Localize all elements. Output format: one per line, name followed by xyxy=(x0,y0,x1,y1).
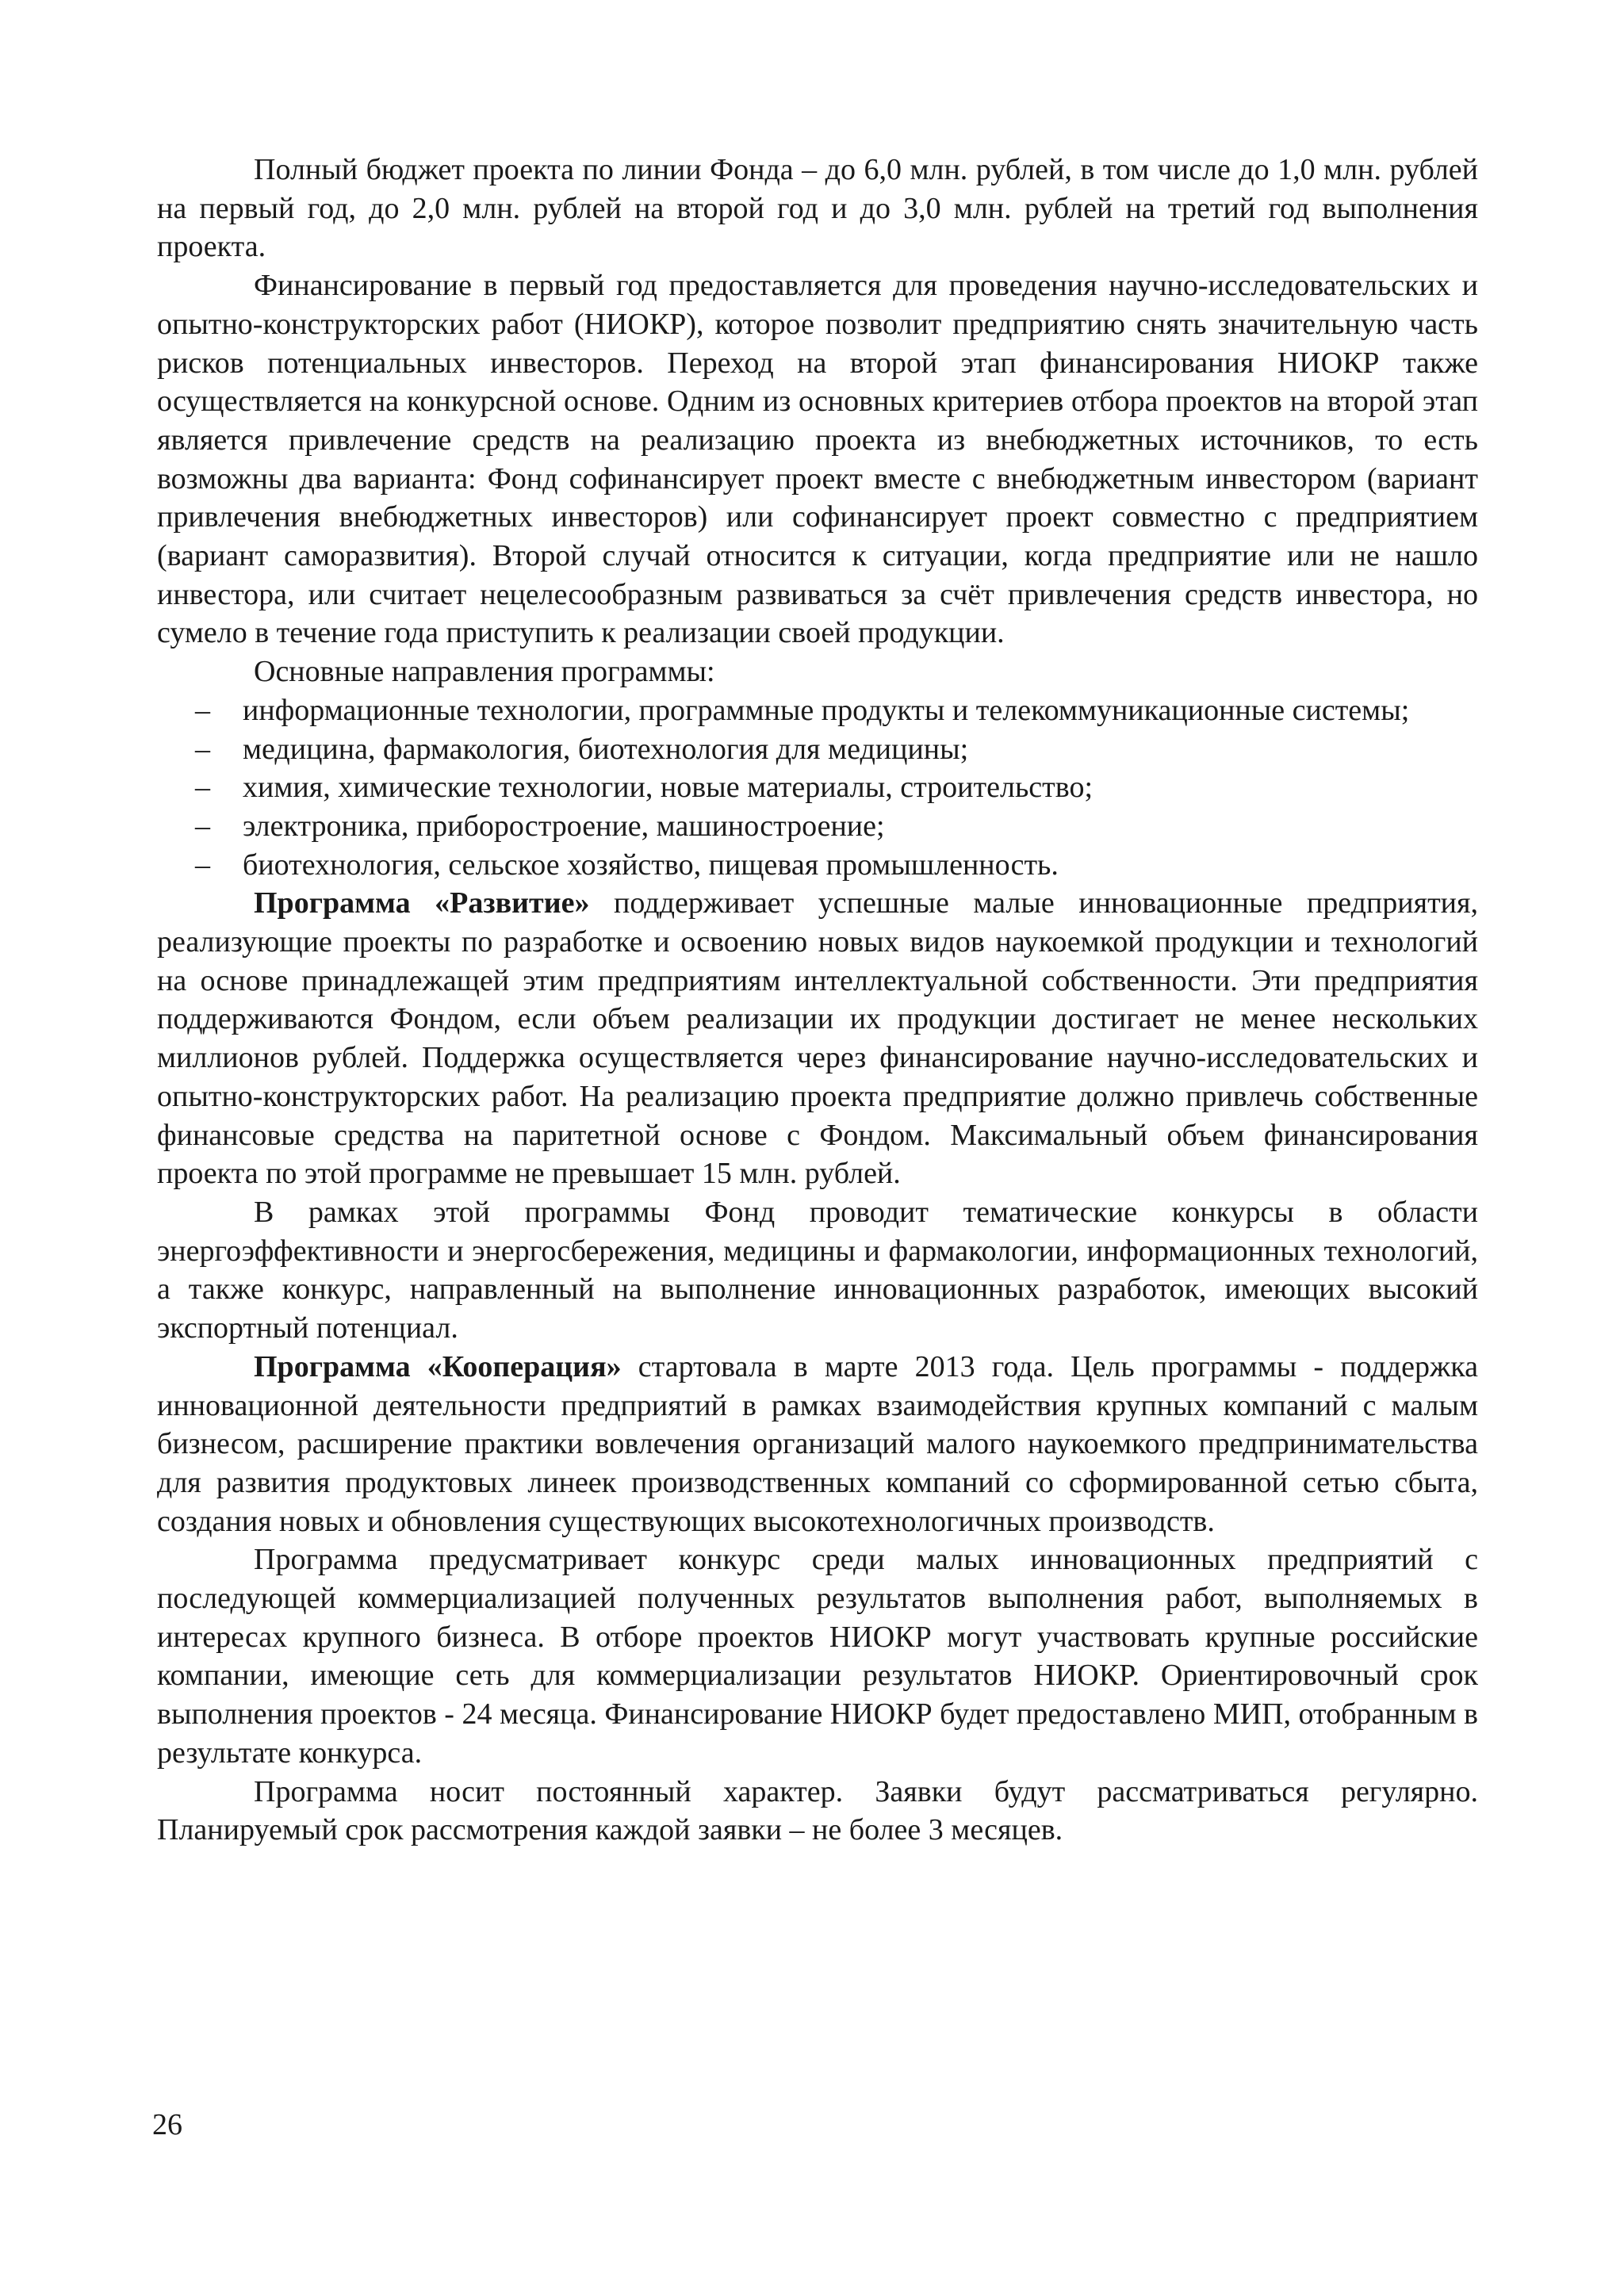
kooperaciya-title: Программа «Кооперация» xyxy=(254,1349,622,1383)
dash-bullet: – xyxy=(195,732,210,766)
dash-bullet: – xyxy=(195,809,210,843)
list-item xyxy=(157,768,1478,807)
kooperaciya-text: стартовала в марте 2013 года. Цель программы - поддержка инновационной деятельности предприятий в рамках взаимодействия крупных компаний с малым бизнесом, расширение практики вовлечения организаций малого наукоемкого предпринимательства для развития продуктовых линеек производственных компаний со сформированной сетью сбыта, создания новых и обновления существующих высокотехнологичных производств. xyxy=(157,1349,1478,1538)
razvitie-text: поддерживает успешные малые инновационные предприятия, реализующие проекты по разработке и освоению новых видов наукоемкой продукции и технологий на основе принадлежащей этим предприятиям интеллектуальной собственности. Эти предприятия поддерживаются Фондом, если объем реализации их продукции достигает не менее нескольких миллионов рублей. Поддержка осуществляется через финансирование научно-исследовательских и опытно-конструкторских работ. На реализацию проекта предприятие должно привлечь собственные финансовые средства на паритетной основе с Фондом. Максимальный объем финансирования проекта по этой программе не превышает 15 млн. рублей. xyxy=(157,886,1478,1191)
page-content xyxy=(157,151,1478,1850)
dash-bullet: – xyxy=(195,771,210,805)
list-item-text: медицина, фармакология, биотехнология для медицины; xyxy=(243,732,969,766)
list-item-text: химия, химические технологии, новые материалы, строительство; xyxy=(243,771,1093,805)
paragraph-kooperaciya-contest: Программа предусматривает конкурс среди малых инновационных предприятий с последующей коммерциализацией полученных результатов выполнения работ, выполняемых в интересах крупного бизнеса. В отборе проектов НИОКР могут участвовать крупные российские компании, имеющие сеть для коммерциализации результатов НИОКР. Ориентировочный срок выполнения проектов - 24 месяца. Финансирование НИОКР будет предоставлено МИП, отобранным в результате конкурса. xyxy=(157,1543,1478,1770)
paragraph-kooperaciya xyxy=(157,1348,1478,1541)
list-item-text: электроника, приборостроение, машиностроение; xyxy=(243,809,885,843)
paragraph-razvitie-contests: В рамках этой программы Фонд проводит тематические конкурсы в области энергоэффективности и энергосбережения, медицины и фармакологии, информационных технологий, а также конкурс, направленный на выполнение инновационных разработок, имеющих высокий экспортный потенциал. xyxy=(157,1195,1478,1345)
razvitie-title: Программа «Развитие» xyxy=(254,886,590,920)
list-item xyxy=(157,807,1478,846)
list-item xyxy=(157,846,1478,885)
list-item-text: биотехнология, сельское хозяйство, пищевая промышленность. xyxy=(243,848,1059,882)
paragraph-budget: Полный бюджет проекта по линии Фонда – до 6,0 млн. рублей, в том числе до 1,0 млн. рублей на первый год, до 2,0 млн. рублей на второй год и до 3,0 млн. рублей на третий год выполнения проекта. xyxy=(157,153,1478,264)
paragraph-directions-heading: Основные направления программы: xyxy=(254,655,715,689)
dash-bullet: – xyxy=(195,693,210,727)
list-item xyxy=(157,730,1478,769)
paragraph-kooperaciya-terms: Программа носит постоянный характер. Заявки будут рассматриваться регулярно. Планируемый срок рассмотрения каждой заявки – не более 3 месяцев. xyxy=(157,1774,1478,1847)
paragraph-razvitie xyxy=(157,884,1478,1193)
list-item xyxy=(157,691,1478,730)
page-number: 26 xyxy=(152,2108,182,2141)
paragraph-financing: Финансирование в первый год предоставляется для проведения научно-исследовательских и опытно-конструкторских работ (НИОКР), которое позволит предприятию снять значительную часть рисков потенциальных инвесторов. Переход на второй этап финансирования НИОКР также осуществляется на конкурсной основе. Одним из основных критериев отбора проектов на второй этап является привлечение средств на реализацию проекта из внебюджетных источников, то есть возможны два варианта: Фонд софинансирует проект вместе с внебюджетным инвестором (вариант привлечения внебюджетных инвесторов) или софинансирует проект совместно с предприятием (вариант саморазвития). Второй случай относится к ситуации, когда предприятие или не нашло инвестора, или считает нецелесообразным развиваться за счёт привлечения средств инвестора, но сумело в течение года приступить к реализации своей продукции. xyxy=(157,269,1478,650)
directions-list xyxy=(157,691,1478,885)
dash-bullet: – xyxy=(195,848,210,882)
list-item-text: информационные технологии, программные продукты и телекоммуникационные системы; xyxy=(243,693,1410,727)
